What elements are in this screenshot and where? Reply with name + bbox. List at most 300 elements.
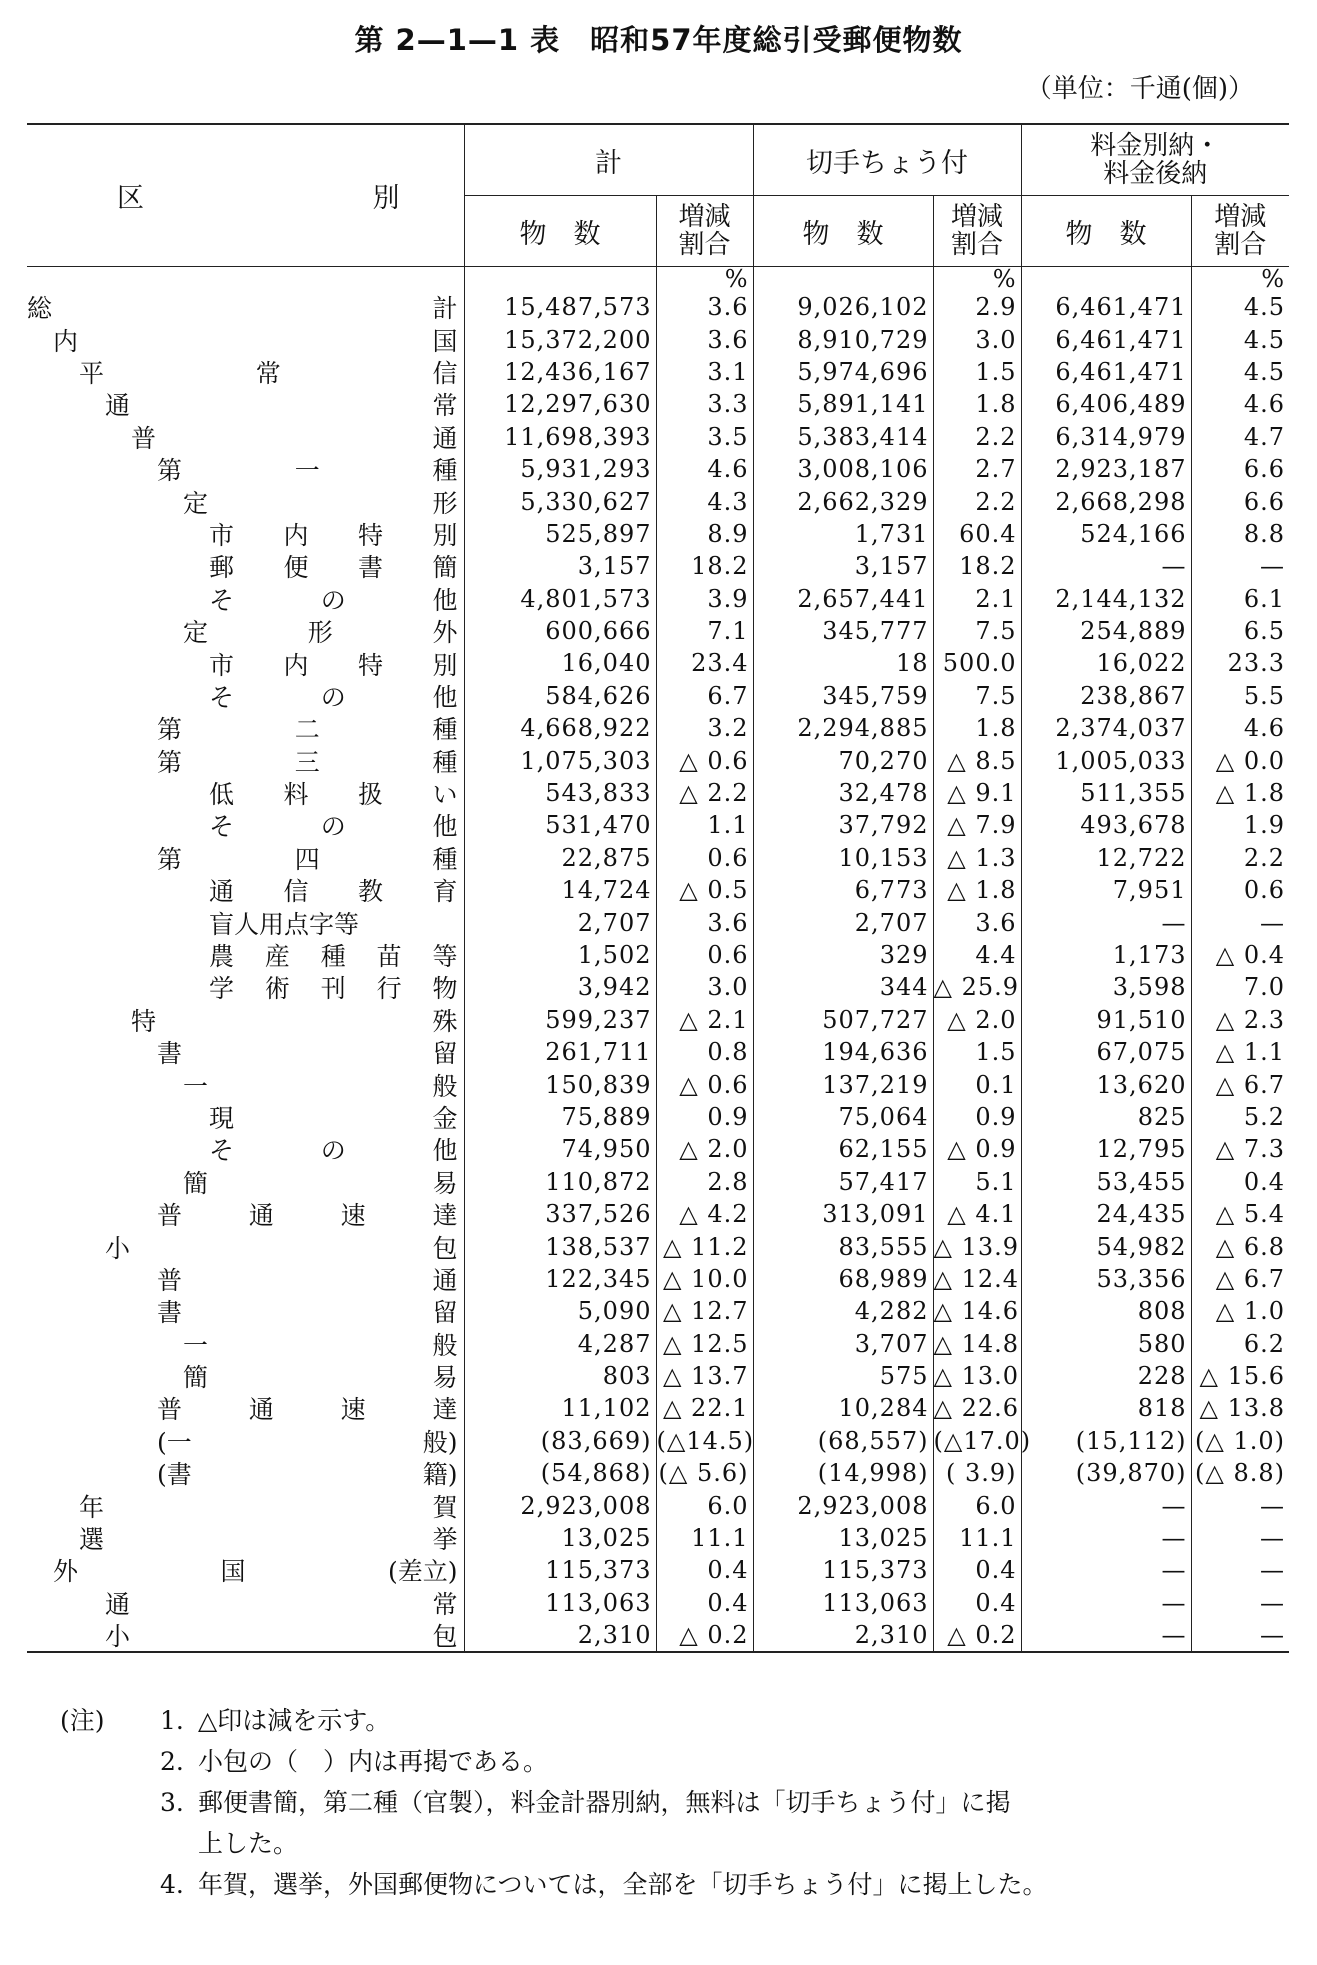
note-number: 2.	[160, 1747, 184, 1776]
row-label-char: 通	[209, 877, 235, 907]
row-label	[27, 356, 464, 388]
row-label-char: 学	[209, 974, 235, 1004]
stamp-count: 5,974,696	[753, 356, 933, 388]
total-rate: △ 13.7	[656, 1360, 753, 1392]
row-label	[27, 1295, 464, 1327]
row-label	[27, 1230, 464, 1262]
table-row	[27, 809, 1289, 841]
total-rate: 11.1	[656, 1522, 753, 1554]
row-label-char: 他	[432, 682, 458, 712]
row-label-char: 外	[53, 1557, 79, 1587]
total-count: 2,707	[464, 906, 656, 938]
total-count: 3,157	[464, 550, 656, 582]
row-label-char: (一	[157, 1427, 192, 1457]
stamp-rate: 6.0	[933, 1489, 1021, 1521]
row-label-char: 普	[157, 1395, 183, 1425]
table-row	[27, 647, 1289, 679]
total-count: 3,942	[464, 971, 656, 1003]
total-count: (54,868)	[464, 1457, 656, 1489]
stamp-rate: 0.1	[933, 1068, 1021, 1100]
note-item	[60, 1741, 1300, 1782]
total-count: 803	[464, 1360, 656, 1392]
total-count: 4,287	[464, 1328, 656, 1360]
fee-count: 238,867	[1021, 680, 1191, 712]
row-label	[27, 971, 464, 1003]
total-rate: 6.0	[656, 1489, 753, 1521]
rate-header	[656, 196, 753, 267]
row-label	[27, 1587, 464, 1619]
stamp-rate: △ 13.9	[933, 1230, 1021, 1262]
row-label-char: 種	[432, 747, 458, 777]
stamp-count: 6,773	[753, 874, 933, 906]
stamp-count: 62,155	[753, 1133, 933, 1165]
row-label-char: 書	[357, 553, 383, 583]
row-label-char: 達	[432, 1395, 458, 1425]
table-row	[27, 1554, 1289, 1586]
row-label-char: 通	[432, 1265, 458, 1295]
count-header: 物 数	[1021, 196, 1191, 267]
total-rate: 4.3	[656, 485, 753, 517]
row-label	[27, 842, 464, 874]
fee-count: 1,173	[1021, 939, 1191, 971]
fee-rate: 4.5	[1191, 291, 1289, 323]
table-row	[27, 1263, 1289, 1295]
fee-count: 6,461,471	[1021, 323, 1191, 355]
total-rate: △ 11.2	[656, 1230, 753, 1262]
count-header: 物 数	[464, 196, 656, 267]
note-number: 1.	[160, 1706, 184, 1735]
total-count: 5,931,293	[464, 453, 656, 485]
row-label-char: 産	[264, 942, 290, 972]
row-label-char: 種	[432, 844, 458, 874]
total-count: 2,310	[464, 1619, 656, 1652]
row-label-char: 第	[157, 715, 183, 745]
row-label-char: 通	[248, 1201, 274, 1231]
stamp-rate: (△17.0)	[933, 1425, 1021, 1457]
rate-header	[1191, 196, 1289, 267]
total-count: 525,897	[464, 518, 656, 550]
rate-header-line2: 割合	[1214, 230, 1267, 260]
stamp-count: 5,891,141	[753, 388, 933, 420]
row-label-char: 殊	[432, 1006, 458, 1036]
stamp-count: 1,731	[753, 518, 933, 550]
fee-rate: △ 1.8	[1191, 777, 1289, 809]
row-label-char: い	[432, 780, 458, 810]
table-row	[27, 388, 1289, 420]
fee-count: 493,678	[1021, 809, 1191, 841]
row-label-char: 種	[432, 456, 458, 486]
fee-rate: —	[1191, 1554, 1289, 1586]
fee-count: 818	[1021, 1392, 1191, 1424]
fee-rate: △ 6.7	[1191, 1068, 1289, 1100]
total-count: 12,297,630	[464, 388, 656, 420]
stamp-count: 4,282	[753, 1295, 933, 1327]
row-label-char: 小	[105, 1233, 131, 1263]
row-label-char: 国	[432, 326, 458, 356]
table-row	[27, 1166, 1289, 1198]
total-count: 5,330,627	[464, 485, 656, 517]
table-title: 第 2—1—1 表 昭和57年度総引受郵便物数	[354, 23, 963, 57]
row-label-char: の	[320, 812, 346, 842]
total-rate: 3.9	[656, 583, 753, 615]
row-label-char: 総	[27, 294, 53, 324]
row-label-char: 常	[255, 358, 281, 388]
row-label-char: 盲人用点字等	[209, 909, 360, 939]
rate-header-line1: 増減	[1214, 202, 1267, 232]
row-label-char: 内	[283, 650, 309, 680]
row-label-char: 特	[357, 520, 383, 550]
category-header	[27, 124, 464, 267]
stamp-rate: △ 14.6	[933, 1295, 1021, 1327]
stamp-count: 3,008,106	[753, 453, 933, 485]
table-row	[27, 744, 1289, 776]
percent-unit-row	[27, 267, 1289, 292]
row-label-char: 第	[157, 747, 183, 777]
fee-rate: 6.2	[1191, 1328, 1289, 1360]
table-row	[27, 323, 1289, 355]
statistics-table	[27, 123, 1289, 1653]
stamp-count: 57,417	[753, 1166, 933, 1198]
row-label-char: 内	[53, 326, 79, 356]
row-label-char: の	[320, 1136, 346, 1166]
total-count: 599,237	[464, 1004, 656, 1036]
fee-count: 53,455	[1021, 1166, 1191, 1198]
total-rate: △ 2.0	[656, 1133, 753, 1165]
note-text: 小包の（ ）内は再掲である。	[198, 1747, 549, 1776]
row-label-char: 農	[209, 942, 235, 972]
total-count: 14,724	[464, 874, 656, 906]
total-count: 15,487,573	[464, 291, 656, 323]
stamp-rate: △ 1.3	[933, 842, 1021, 874]
fee-rate: △ 2.3	[1191, 1004, 1289, 1036]
stamp-count: 8,910,729	[753, 323, 933, 355]
row-label-char: (差立)	[387, 1557, 458, 1587]
group-header-fee	[1021, 124, 1289, 196]
total-count: 531,470	[464, 809, 656, 841]
row-label-char: 郵	[209, 553, 235, 583]
total-count: 110,872	[464, 1166, 656, 1198]
stamp-rate: 11.1	[933, 1522, 1021, 1554]
row-label-char: 種	[432, 715, 458, 745]
row-label-char: 二	[294, 715, 320, 745]
note-number: 3.	[160, 1788, 184, 1817]
table-row	[27, 583, 1289, 615]
stamp-rate: △ 13.0	[933, 1360, 1021, 1392]
row-label-char: 刊	[320, 974, 346, 1004]
stamp-count: 70,270	[753, 744, 933, 776]
note-number: 4.	[160, 1870, 184, 1899]
percent-unit: %	[656, 267, 753, 292]
fee-count: 7,951	[1021, 874, 1191, 906]
stamp-rate: 2.9	[933, 291, 1021, 323]
table-row	[27, 453, 1289, 485]
total-count: 261,711	[464, 1036, 656, 1068]
stamp-count: 9,026,102	[753, 291, 933, 323]
row-label-char: 料	[283, 780, 309, 810]
row-label	[27, 1101, 464, 1133]
table-row	[27, 874, 1289, 906]
stamp-rate: △ 9.1	[933, 777, 1021, 809]
note-item	[60, 1864, 1300, 1905]
stamp-rate: 2.1	[933, 583, 1021, 615]
total-rate: 0.6	[656, 842, 753, 874]
row-label-char: 籍)	[422, 1460, 458, 1490]
row-label	[27, 1522, 464, 1554]
stamp-count: 2,294,885	[753, 712, 933, 744]
total-rate: △ 4.2	[656, 1198, 753, 1230]
rate-header-line2: 割合	[950, 230, 1003, 260]
table-row	[27, 1522, 1289, 1554]
stamp-count: (14,998)	[753, 1457, 933, 1489]
row-label-char: 行	[376, 974, 402, 1004]
table-row	[27, 421, 1289, 453]
stamp-rate: 0.4	[933, 1554, 1021, 1586]
stamp-count: 75,064	[753, 1101, 933, 1133]
fee-rate: 7.0	[1191, 971, 1289, 1003]
total-count: 5,090	[464, 1295, 656, 1327]
notes	[60, 1700, 1300, 1905]
table-row	[27, 1489, 1289, 1521]
stamp-rate: △ 14.8	[933, 1328, 1021, 1360]
table-row	[27, 777, 1289, 809]
fee-count: 2,374,037	[1021, 712, 1191, 744]
total-count: (83,669)	[464, 1425, 656, 1457]
fee-count: 2,668,298	[1021, 485, 1191, 517]
row-label-char: 種	[320, 942, 346, 972]
fee-count: 511,355	[1021, 777, 1191, 809]
table-row	[27, 518, 1289, 550]
row-label-char: 達	[432, 1201, 458, 1231]
row-label-char: 通	[105, 391, 131, 421]
fee-count: 12,722	[1021, 842, 1191, 874]
stamp-count: 10,153	[753, 842, 933, 874]
total-count: 16,040	[464, 647, 656, 679]
note-text: 上した。	[198, 1829, 299, 1858]
table-row	[27, 1619, 1289, 1652]
row-label	[27, 1328, 464, 1360]
total-count: 543,833	[464, 777, 656, 809]
total-count: 12,436,167	[464, 356, 656, 388]
row-label-char: 包	[432, 1233, 458, 1263]
table-row	[27, 550, 1289, 582]
row-label	[27, 1425, 464, 1457]
stamp-count: 32,478	[753, 777, 933, 809]
row-label-char: の	[320, 682, 346, 712]
fee-count: 1,005,033	[1021, 744, 1191, 776]
stamp-rate: 3.0	[933, 323, 1021, 355]
table-row	[27, 1230, 1289, 1262]
row-label	[27, 939, 464, 971]
row-label	[27, 1263, 464, 1295]
row-label-char: 便	[283, 553, 309, 583]
fee-rate: 8.8	[1191, 518, 1289, 550]
total-count: 13,025	[464, 1522, 656, 1554]
total-rate: 18.2	[656, 550, 753, 582]
total-rate: 0.9	[656, 1101, 753, 1133]
row-label-char: 挙	[432, 1525, 458, 1555]
row-label-char: 小	[105, 1622, 131, 1652]
row-label	[27, 712, 464, 744]
stamp-rate: △ 8.5	[933, 744, 1021, 776]
stamp-count: 575	[753, 1360, 933, 1392]
fee-rate: 5.5	[1191, 680, 1289, 712]
rate-header	[933, 196, 1021, 267]
row-label-char: そ	[209, 812, 235, 842]
stamp-rate: △ 1.8	[933, 874, 1021, 906]
total-rate: △ 0.6	[656, 1068, 753, 1100]
row-label-char: 年	[79, 1492, 105, 1522]
row-label	[27, 744, 464, 776]
row-label-char: 外	[432, 618, 458, 648]
fee-count: 524,166	[1021, 518, 1191, 550]
row-label	[27, 809, 464, 841]
total-rate: 3.1	[656, 356, 753, 388]
fee-rate: 4.6	[1191, 388, 1289, 420]
row-label-char: そ	[209, 585, 235, 615]
row-label-char: 等	[432, 942, 458, 972]
table-row	[27, 906, 1289, 938]
row-label-char: 別	[432, 520, 458, 550]
total-rate: 8.9	[656, 518, 753, 550]
row-label-char: 常	[432, 1589, 458, 1619]
row-label-char: 苗	[376, 942, 402, 972]
row-label-char: 定	[183, 618, 209, 648]
total-count: 2,923,008	[464, 1489, 656, 1521]
total-rate: △ 0.5	[656, 874, 753, 906]
row-label-char: 常	[432, 391, 458, 421]
percent-unit: %	[1191, 267, 1289, 292]
table-row	[27, 1328, 1289, 1360]
table-row	[27, 680, 1289, 712]
fee-rate: 5.2	[1191, 1101, 1289, 1133]
row-label-char: 般	[432, 1330, 458, 1360]
row-label	[27, 1360, 464, 1392]
row-label-char: 般	[432, 1071, 458, 1101]
rate-header-line2: 割合	[678, 230, 731, 260]
total-count: 600,666	[464, 615, 656, 647]
row-label-char: 物	[432, 974, 458, 1004]
fee-count: 13,620	[1021, 1068, 1191, 1100]
total-rate: (△14.5)	[656, 1425, 753, 1457]
stamp-count: 137,219	[753, 1068, 933, 1100]
count-header: 物 数	[753, 196, 933, 267]
stamp-rate: 500.0	[933, 647, 1021, 679]
stamp-count: 3,707	[753, 1328, 933, 1360]
row-label-char: 一	[183, 1071, 209, 1101]
total-rate: 0.4	[656, 1554, 753, 1586]
row-label	[27, 485, 464, 517]
stamp-count: 113,063	[753, 1587, 933, 1619]
fee-count: —	[1021, 1522, 1191, 1554]
stamp-count: 2,662,329	[753, 485, 933, 517]
row-label-char: 通	[105, 1589, 131, 1619]
row-label	[27, 1004, 464, 1036]
row-label-char: そ	[209, 682, 235, 712]
table-row	[27, 1068, 1289, 1100]
row-label-char: 書	[157, 1039, 183, 1069]
row-label	[27, 647, 464, 679]
fee-rate: 6.5	[1191, 615, 1289, 647]
fee-count: 808	[1021, 1295, 1191, 1327]
note-text: △印は減を示す。	[198, 1706, 391, 1735]
stamp-rate: △ 0.2	[933, 1619, 1021, 1652]
total-rate: 0.8	[656, 1036, 753, 1068]
row-label-char: 術	[264, 974, 290, 1004]
total-rate: △ 0.6	[656, 744, 753, 776]
total-rate: 3.5	[656, 421, 753, 453]
total-rate: △ 22.1	[656, 1392, 753, 1424]
table-row	[27, 1360, 1289, 1392]
fee-rate: △ 7.3	[1191, 1133, 1289, 1165]
total-count: 4,801,573	[464, 583, 656, 615]
table-row	[27, 939, 1289, 971]
stamp-rate: △ 12.4	[933, 1263, 1021, 1295]
table-row	[27, 971, 1289, 1003]
row-label	[27, 518, 464, 550]
fee-count: —	[1021, 1554, 1191, 1586]
row-label	[27, 1198, 464, 1230]
row-label-char: 金	[432, 1103, 458, 1133]
stamp-count: 2,707	[753, 906, 933, 938]
row-label	[27, 615, 464, 647]
note-number	[160, 1823, 198, 1864]
fee-rate: △ 5.4	[1191, 1198, 1289, 1230]
table-row	[27, 1457, 1289, 1489]
fee-rate: △ 1.1	[1191, 1036, 1289, 1068]
stamp-rate: △ 4.1	[933, 1198, 1021, 1230]
fee-rate: △ 13.8	[1191, 1392, 1289, 1424]
total-rate: 4.6	[656, 453, 753, 485]
stamp-rate: 7.5	[933, 615, 1021, 647]
fee-rate: △ 0.4	[1191, 939, 1289, 971]
fee-rate: (△ 1.0)	[1191, 1425, 1289, 1457]
row-label-char: 他	[432, 1136, 458, 1166]
row-label-char: 普	[131, 423, 157, 453]
fee-rate: △ 6.7	[1191, 1263, 1289, 1295]
note-text: 郵便書簡，第二種（官製），料金計器別納，無料は「切手ちょう付」に掲	[198, 1788, 1011, 1817]
stamp-count: 115,373	[753, 1554, 933, 1586]
notes-label: (注)	[60, 1706, 105, 1735]
stamp-count: 18	[753, 647, 933, 679]
row-label-char: 計	[432, 294, 458, 324]
total-rate: 2.8	[656, 1166, 753, 1198]
table-row	[27, 1133, 1289, 1165]
stamp-rate: 4.4	[933, 939, 1021, 971]
fee-count: 54,982	[1021, 1230, 1191, 1262]
row-label-char: 通	[248, 1395, 274, 1425]
row-label-char: 国	[220, 1557, 246, 1587]
row-label-char: 賀	[432, 1492, 458, 1522]
fee-rate: △ 1.0	[1191, 1295, 1289, 1327]
row-label-char: 選	[79, 1525, 105, 1555]
stamp-count: 83,555	[753, 1230, 933, 1262]
table-row	[27, 1392, 1289, 1424]
table-row	[27, 1198, 1289, 1230]
row-label-char: 特	[131, 1006, 157, 1036]
row-label	[27, 1068, 464, 1100]
total-count: 11,102	[464, 1392, 656, 1424]
stamp-count: 345,777	[753, 615, 933, 647]
table-row	[27, 1004, 1289, 1036]
row-label-char: 育	[432, 877, 458, 907]
stamp-rate: 0.4	[933, 1587, 1021, 1619]
row-label-char: 書	[157, 1298, 183, 1328]
total-count: 337,526	[464, 1198, 656, 1230]
fee-rate: —	[1191, 1489, 1289, 1521]
fee-count: —	[1021, 550, 1191, 582]
row-label-char: 特	[357, 650, 383, 680]
row-label-char: 留	[432, 1298, 458, 1328]
